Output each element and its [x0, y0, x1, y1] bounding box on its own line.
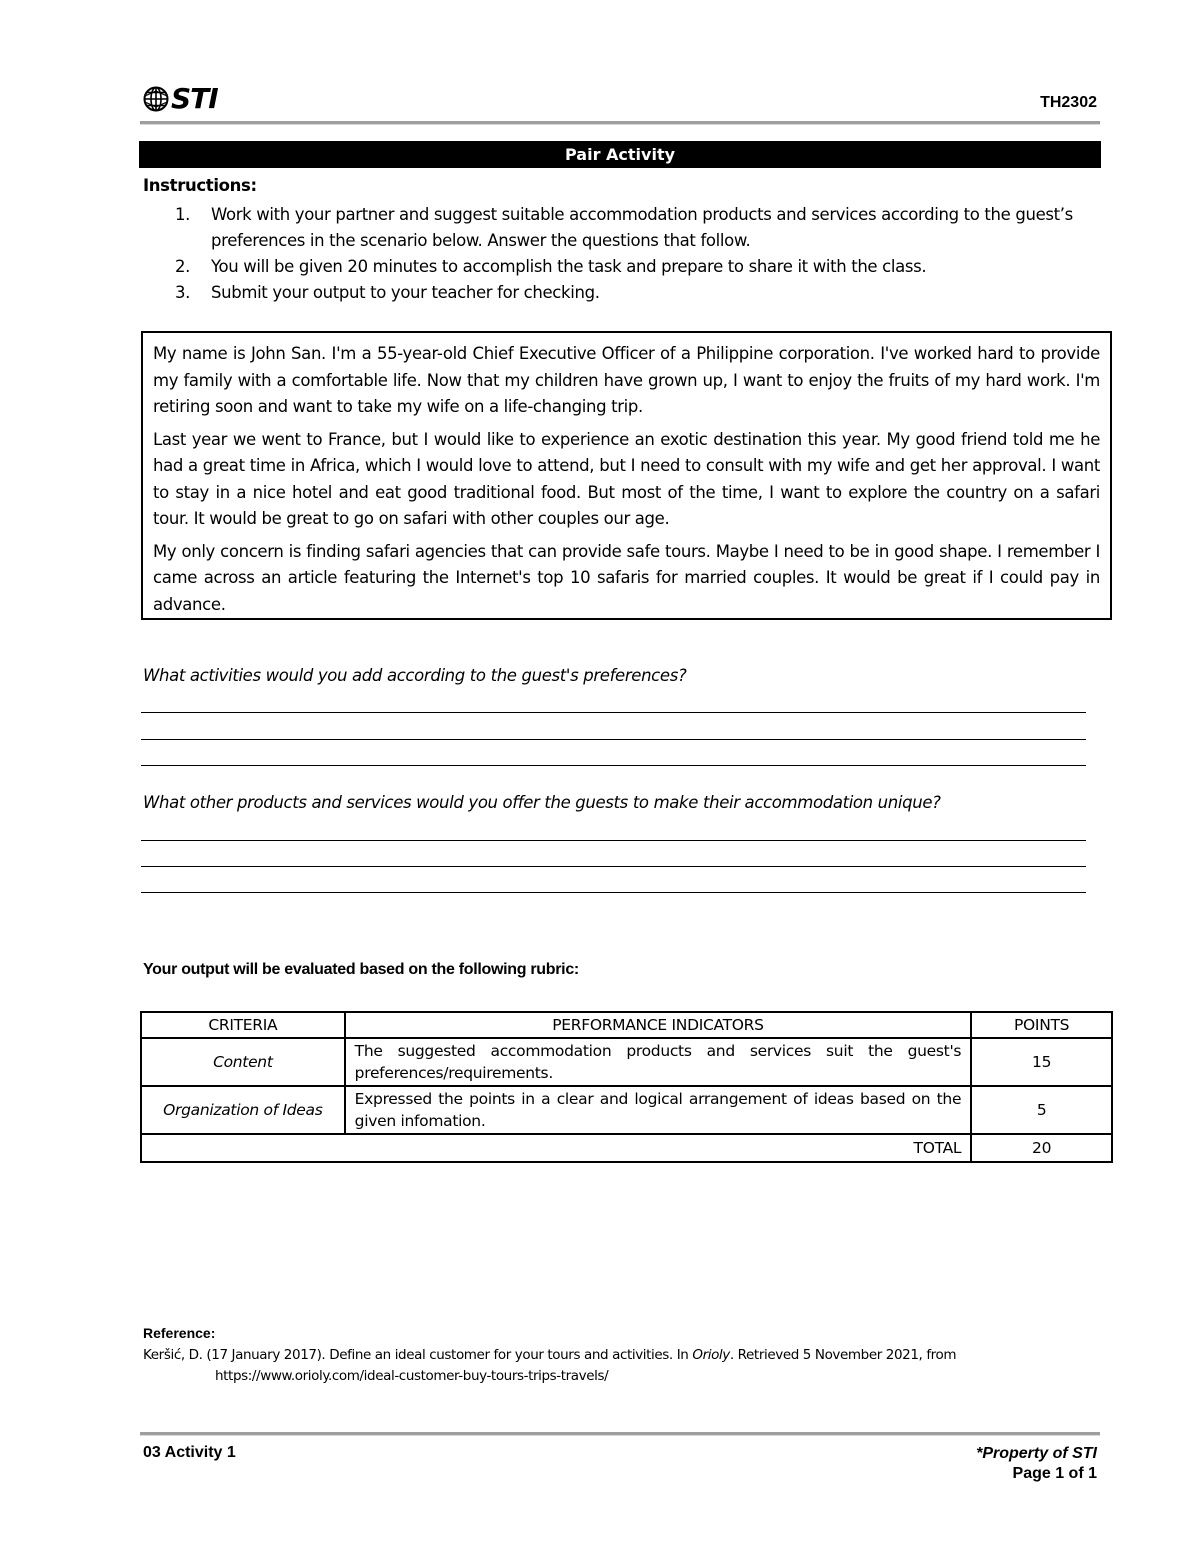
column-header-criteria: CRITERIA: [141, 1012, 345, 1038]
instruction-text: You will be given 20 minutes to accomplish the task and prepare to share it with the class.: [211, 257, 927, 276]
footer-activity-label: 03 Activity 1: [143, 1444, 236, 1461]
rubric-title: Your output will be evaluated based on the following rubric:: [143, 961, 579, 978]
instruction-text: Submit your output to your teacher for checking.: [211, 283, 600, 302]
table-row: [141, 1086, 1112, 1134]
instruction-number: 3.: [175, 283, 191, 302]
answer-line[interactable]: [141, 739, 1086, 740]
reference-url[interactable]: https://www.orioly.com/ideal-customer-buy-tours-trips-travels/: [215, 1368, 609, 1384]
column-header-indicators: PERFORMANCE INDICATORS: [345, 1012, 972, 1038]
instruction-item: [143, 254, 1103, 280]
instruction-text: Work with your partner and suggest suitable accommodation products and services according to the guest’s preferences in the scenario below. Answer the questions that follow.: [211, 205, 1073, 250]
instruction-item: [143, 280, 1103, 306]
answer-line[interactable]: [141, 712, 1086, 713]
answer-line[interactable]: [141, 892, 1086, 893]
indicator-cell: The suggested accommodation products and services suit the guest's preferences/requirements.: [345, 1038, 972, 1086]
criteria-cell: Organization of Ideas: [141, 1086, 345, 1134]
scenario-box: [141, 331, 1112, 620]
sti-logo: [143, 84, 218, 114]
question-products-services: What other products and services would you offer the guests to make their accommodation unique?: [143, 793, 941, 812]
table-row: [141, 1038, 1112, 1086]
globe-icon: [143, 86, 169, 112]
page-title: Pair Activity: [139, 141, 1101, 168]
reference-heading: Reference:: [143, 1325, 216, 1341]
question-activities: What activities would you add according to the guest's preferences?: [143, 666, 687, 685]
logo-text: STI: [171, 82, 218, 115]
rubric-header-row: [141, 1012, 1112, 1038]
answer-line[interactable]: [141, 765, 1086, 766]
instruction-number: 2.: [175, 257, 191, 276]
citation-retrieved: . Retrieved 5 November 2021, from: [729, 1347, 957, 1363]
points-cell: 15: [971, 1038, 1112, 1086]
scenario-paragraph: My name is John San. I'm a 55-year-old Chief Executive Officer of a Philippine corporation. I've worked hard to provide my family with a comfortable life. Now that my children have grown up, I want to enjoy the fruits of my hard work. I'm retiring soon and want to take my wife on a life-changing trip.: [153, 344, 1100, 416]
column-header-points: POINTS: [971, 1012, 1112, 1038]
indicator-cell: Expressed the points in a clear and logical arrangement of ideas based on the given infomation.: [345, 1086, 972, 1134]
total-row: [141, 1134, 1112, 1162]
footer-rule: [140, 1432, 1100, 1436]
footer-right: [976, 1444, 1097, 1484]
rubric-table: [140, 1011, 1113, 1163]
instructions-heading: Instructions:: [143, 176, 257, 195]
reference-citation: [143, 1345, 1098, 1387]
header-rule: [140, 121, 1100, 125]
instructions-list: [143, 202, 1103, 306]
answer-line[interactable]: [141, 866, 1086, 867]
total-points: 20: [971, 1134, 1112, 1162]
points-cell: 5: [971, 1086, 1112, 1134]
citation-text: Keršić, D. (17 January 2017). Define an ideal customer for your tours and activities. In: [143, 1347, 693, 1363]
answer-line[interactable]: [141, 840, 1086, 841]
citation-source: Orioly: [692, 1347, 730, 1363]
total-label: TOTAL: [141, 1134, 971, 1162]
scenario-paragraph: Last year we went to France, but I would like to experience an exotic destination this year. My good friend told me he had a great time in Africa, which I would love to attend, but I need to consult with my wife and get her approval. I want to stay in a nice hotel and eat good traditional food. But most of the time, I want to explore the country on a safari tour. It would be great to go on safari with other couples our age.: [153, 429, 1100, 528]
criteria-cell: Content: [141, 1038, 345, 1086]
scenario-paragraph: My only concern is finding safari agencies that can provide safe tours. Maybe I need to be in good shape. I remember I came across an article featuring the Internet's top 10 safaris for married couples. It would be great if I could pay in advance.: [153, 541, 1100, 614]
instruction-item: [143, 202, 1103, 254]
instruction-number: 1.: [175, 205, 191, 224]
property-notice: *Property of STI: [976, 1445, 1097, 1462]
document-code: TH2302: [1040, 94, 1097, 111]
page-number: Page 1 of 1: [1012, 1465, 1097, 1482]
